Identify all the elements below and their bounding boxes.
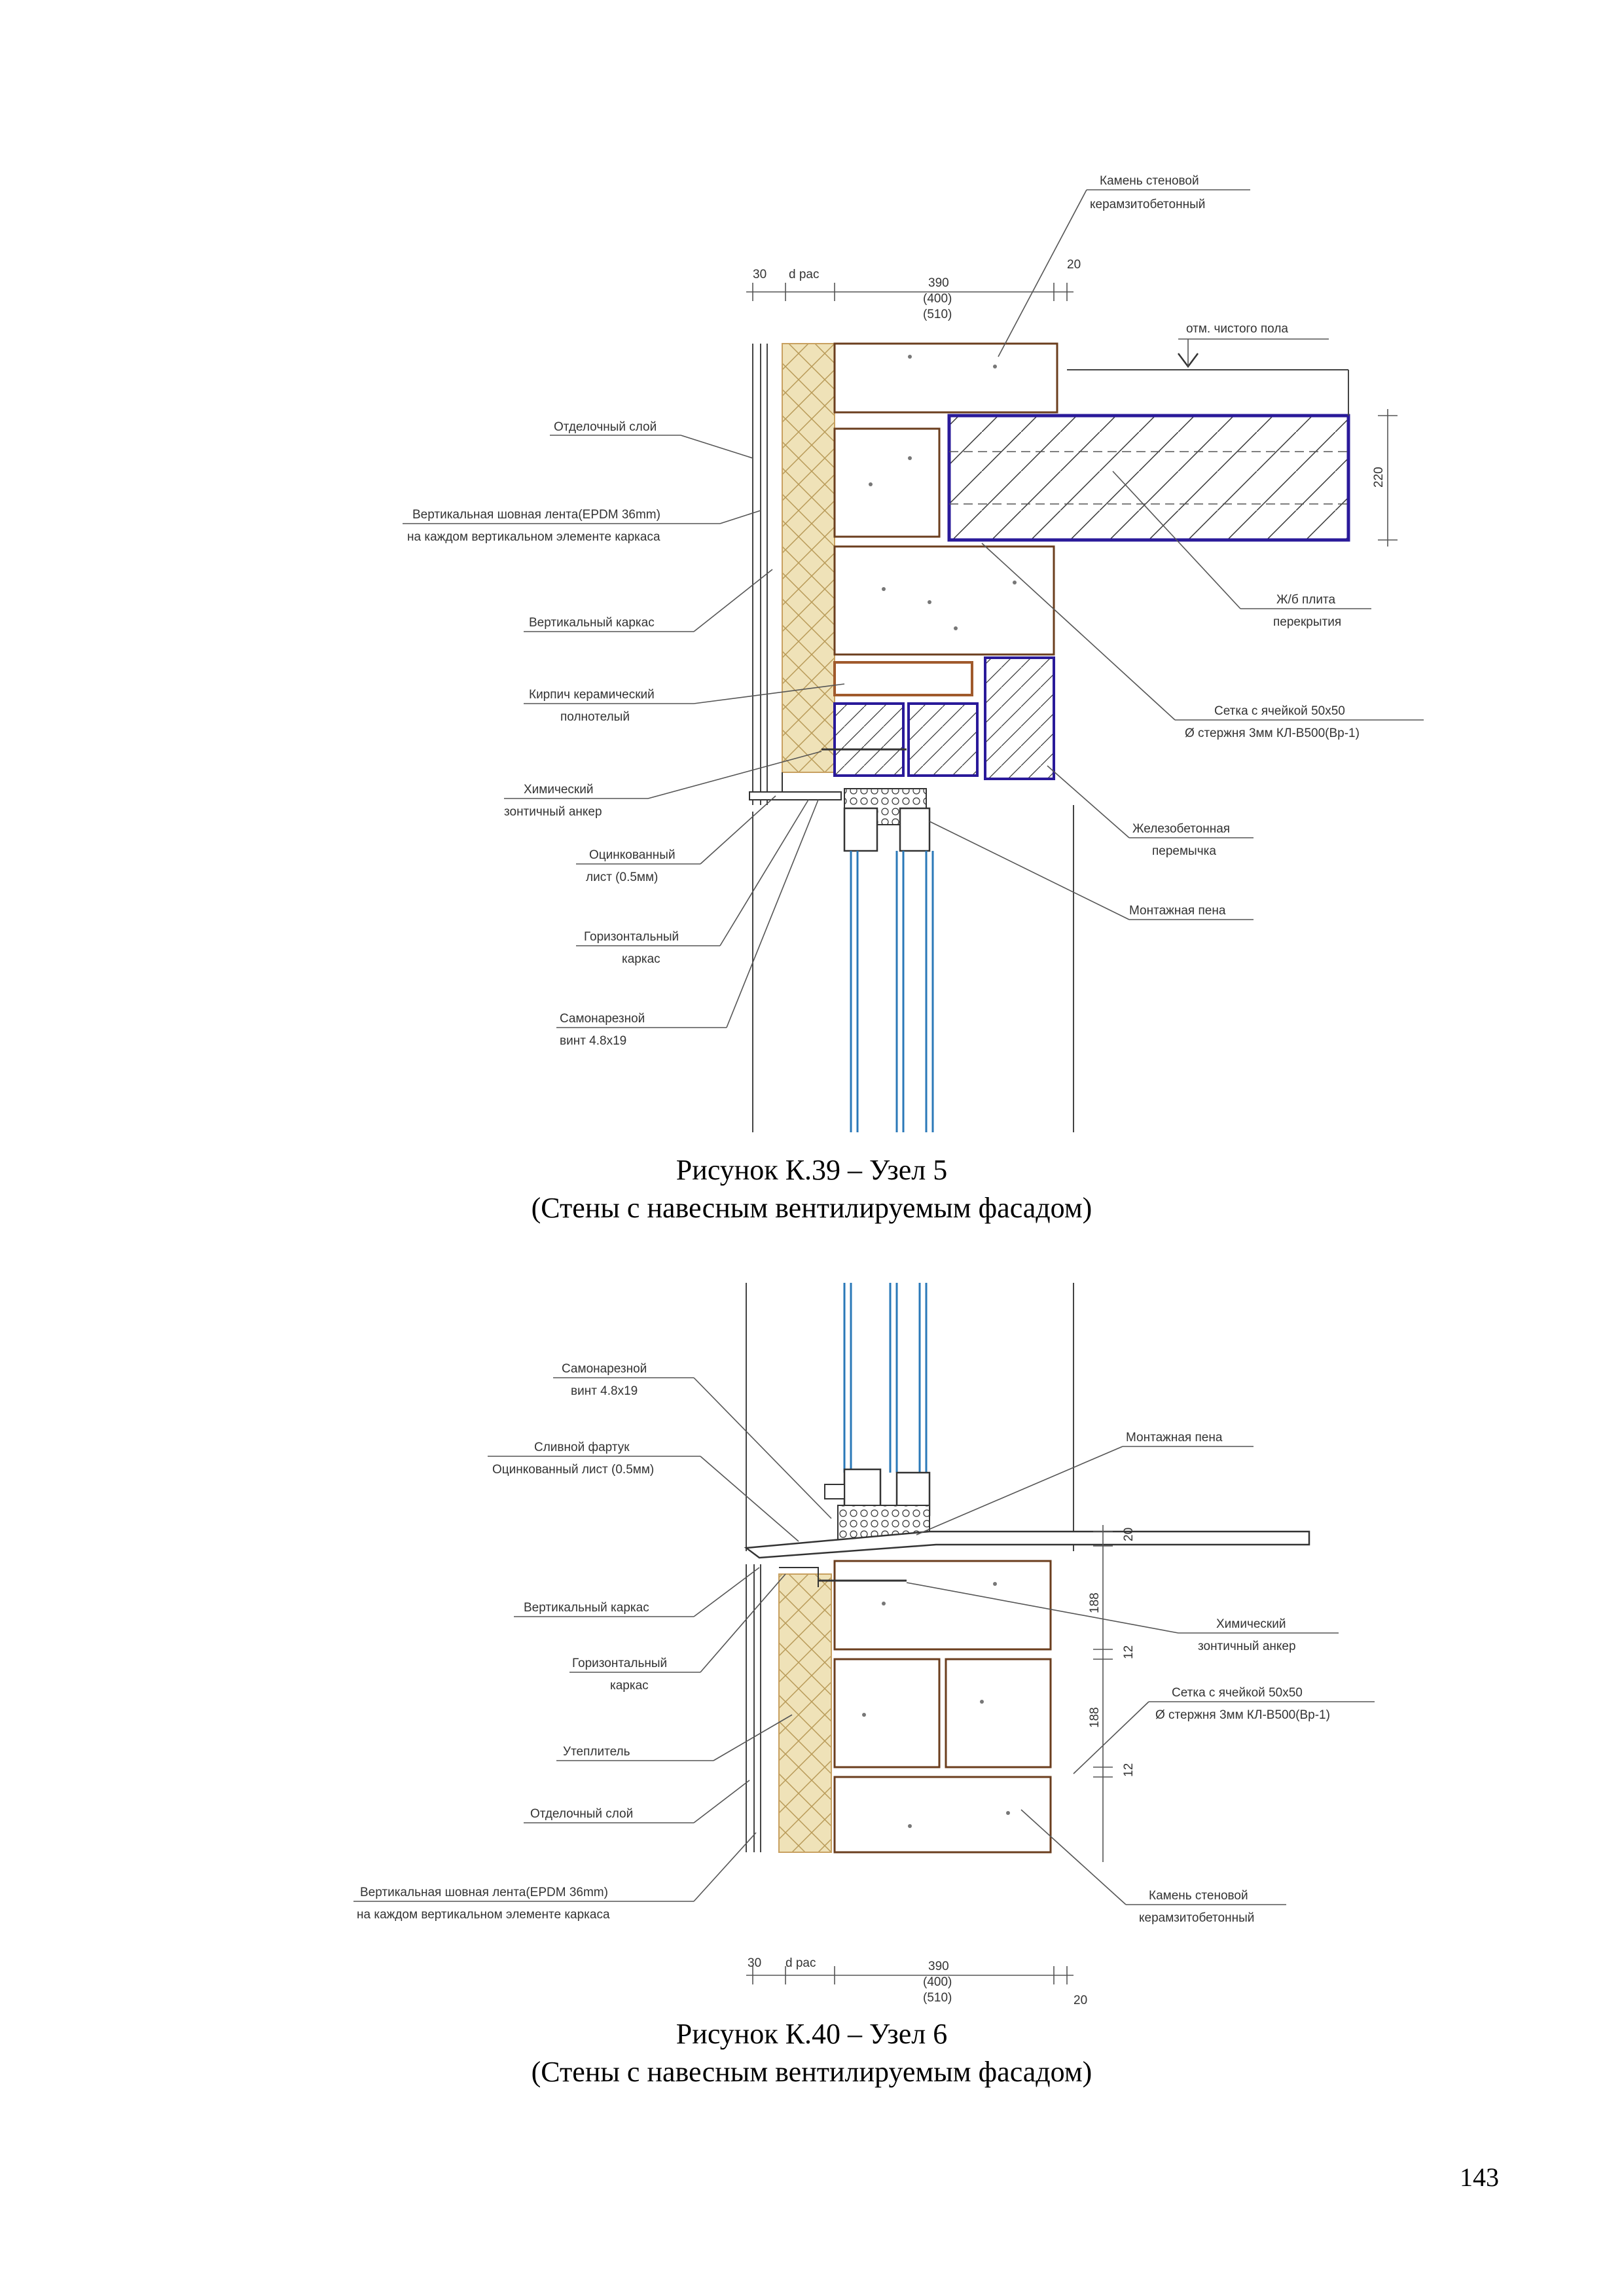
label-lintel-1: Железобетонная [1132, 822, 1231, 836]
window-frame-top [844, 789, 929, 851]
dim-30-k40: 30 [748, 1956, 762, 1970]
label-tape-1: Вертикальная шовная лента(EPDM 36mm) [412, 508, 660, 522]
label-brick-1: Кирпич керамический [529, 688, 655, 702]
label-vframe: Вертикальный каркас [529, 616, 655, 630]
cladding-finish-layer [753, 344, 767, 805]
label-screw-1-k40: Самонарезной [562, 1362, 647, 1376]
caption-k39-line1: Рисунок К.39 – Узел 5 [676, 1154, 948, 1186]
dim-d-rac-k40: d рас [785, 1956, 816, 1970]
caption-k40-line2: (Стены с навесным вентилируемым фасадом) [531, 2056, 1092, 2088]
dim-d-rac: d рас [789, 268, 820, 281]
page-number: 143 [1460, 2162, 1499, 2192]
label-hframe-2: каркас [622, 952, 660, 966]
label-tape-2: на каждом вертикальном элементе каркаса [407, 530, 660, 544]
caption-k40-line1: Рисунок К.40 – Узел 6 [676, 2018, 948, 2050]
label-brick-2: полнотелый [560, 710, 630, 724]
label-stone-2: керамзитобетонный [1090, 198, 1206, 211]
label-hframe-2-k40: каркас [610, 1679, 649, 1693]
label-mesh-2-k40: Ø стержня 3мм КЛ-В500(Вр-1) [1155, 1708, 1330, 1722]
label-mesh-2: Ø стержня 3мм КЛ-В500(Вр-1) [1185, 726, 1360, 740]
sill-flashing [746, 1532, 1309, 1558]
brick-row [835, 658, 1054, 779]
label-stone-2-k40: керамзитобетонный [1139, 1911, 1255, 1925]
label-stone-1-k40: Камень стеновой [1149, 1889, 1248, 1903]
masonry-blocks-k40 [835, 1561, 1051, 1852]
label-mesh-1-k40: Сетка с ячейкой 50х50 [1172, 1686, 1303, 1700]
insulation-layer-k40 [779, 1574, 831, 1852]
label-tape-1-k40: Вертикальная шовная лента(EPDM 36mm) [360, 1886, 608, 1899]
floor-level-mark [1178, 322, 1329, 367]
label-flashing-1: Сливной фартук [534, 1441, 630, 1454]
dimension-chain-right [1088, 1525, 1136, 1862]
label-hframe-1: Горизонтальный [584, 930, 679, 944]
label-anchor-1-k40: Химический [1216, 1617, 1286, 1631]
label-screw-1: Самонарезной [560, 1012, 645, 1026]
label-sheet-1: Оцинкованный [589, 848, 676, 862]
label-stone-1: Камень стеновой [1100, 174, 1199, 188]
dim-400: (400) [923, 292, 952, 306]
window-frame-bottom [825, 1469, 929, 1541]
label-finish: Отделочный слой [554, 420, 657, 434]
dim-390: 390 [928, 276, 949, 290]
label-slab-1: Ж/б плита [1276, 593, 1336, 607]
dim-510: (510) [923, 308, 952, 321]
label-lintel-2: перемычка [1152, 844, 1216, 858]
label-vframe-k40: Вертикальный каркас [524, 1601, 649, 1615]
dim-12-b: 12 [1122, 1763, 1136, 1777]
label-hframe-1-k40: Горизонтальный [572, 1657, 668, 1670]
label-finish-k40: Отделочный слой [530, 1807, 634, 1821]
dim-12-a: 12 [1122, 1645, 1136, 1659]
label-foam-k40: Монтажная пена [1126, 1431, 1223, 1444]
cladding-finish-layer-k40 [746, 1564, 761, 1852]
label-tape-2-k40: на каждом вертикальном элементе каркаса [357, 1908, 610, 1922]
insulation-layer [782, 344, 835, 772]
dim-30: 30 [753, 268, 767, 281]
dim-400-k40: (400) [923, 1975, 952, 1989]
label-anchor-1: Химический [524, 783, 594, 797]
dim-20: 20 [1067, 258, 1081, 272]
dimension-chain-top [746, 258, 1081, 321]
dim-20-k40: 20 [1074, 1994, 1088, 2007]
figure-k39 [403, 174, 1424, 1224]
label-anchor-2: зонтичный анкер [504, 805, 602, 819]
dim-390-k40: 390 [928, 1960, 949, 1973]
figure-k40 [353, 1283, 1375, 2088]
dim-188-b: 188 [1088, 1707, 1102, 1728]
caption-k39-line2: (Стены с навесным вентилируемым фасадом) [531, 1192, 1092, 1224]
dimension-220 [1372, 409, 1398, 547]
dimension-chain-bottom [746, 1956, 1087, 2007]
dim-188-a: 188 [1088, 1592, 1102, 1613]
window-glass-k40 [844, 1283, 926, 1473]
labels-left-k39 [403, 420, 844, 1048]
dim-20-top: 20 [1122, 1527, 1136, 1541]
label-sheet-2: лист (0.5мм) [586, 870, 659, 884]
dim-510-k40: (510) [923, 1991, 952, 2005]
labels-left-k40 [353, 1362, 831, 1922]
label-flashing-2: Оцинкованный лист (0.5мм) [492, 1463, 655, 1477]
label-screw-2: винт 4.8х19 [560, 1034, 627, 1048]
dim-220: 220 [1372, 467, 1386, 488]
label-insulation: Утеплитель [563, 1745, 630, 1759]
label-screw-2-k40: винт 4.8х19 [571, 1384, 638, 1398]
label-foam: Монтажная пена [1129, 904, 1226, 918]
label-floor-mark: отм. чистого пола [1186, 322, 1288, 336]
label-mesh-1: Сетка с ячейкой 50х50 [1214, 704, 1345, 718]
label-slab-2: перекрытия [1273, 615, 1342, 629]
window-glass [851, 851, 933, 1132]
label-anchor-2-k40: зонтичный анкер [1198, 1640, 1296, 1653]
